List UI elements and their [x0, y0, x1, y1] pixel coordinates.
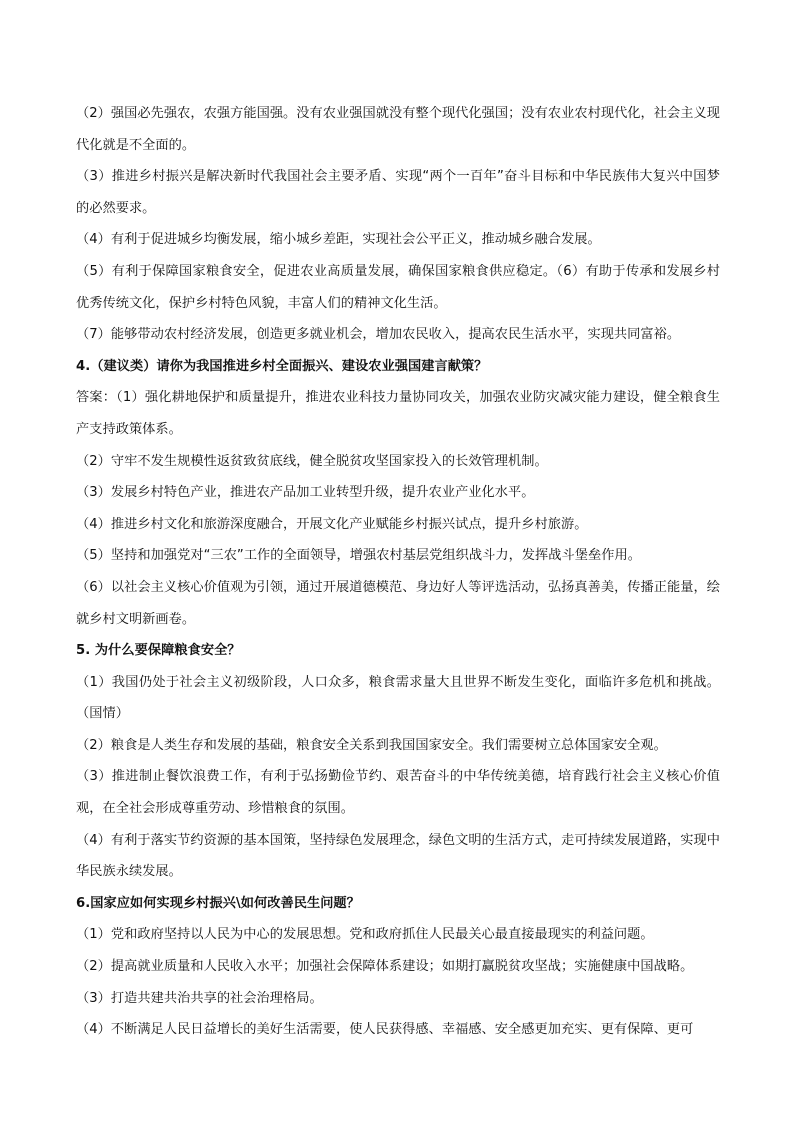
paragraph-answer-7: （7）能够带动农村经济发展，创造更多就业机会，增加农民收入，提高农民生活水平，实现共同富裕。: [76, 327, 681, 343]
paragraph-q4-answer-5: （5）坚持和加强党对“三农”工作的全面领导，增强农村基层党组织战斗力，发挥战斗堡垒作用。: [76, 548, 641, 564]
paragraph-q4-answer-4: （4）推进乡村文化和旅游深度融合，开展文化产业赋能乡村振兴试点，提升乡村旅游。: [76, 516, 588, 532]
question-5-heading: 5. 为什么要保障粮食安全？: [76, 643, 241, 659]
paragraph-q6-answer-3: （3）打造共建共治共享的社会治理格局。: [76, 990, 323, 1006]
paragraph-answer-2: （2）强国必先强农，农强方能国强。没有农业强国就没有整个现代化强国；没有农业农村现代化，社会主义现代化就是不全面的。: [76, 106, 720, 153]
paragraph-answer-4: （4）有利于促进城乡均衡发展，缩小城乡差距，实现社会公平正义，推动城乡融合发展。: [76, 232, 601, 248]
paragraph-q5-answer-4: （4）有利于落实节约资源的基本国策，坚持绿色发展理念，绿色文明的生活方式，走可持续发展道路，实现中华民族永续发展。: [76, 832, 720, 880]
question-4-heading: 4.（建议类）请你为我国推进乡村全面振兴、建设农业强国建言献策？: [76, 358, 488, 374]
paragraph-q4-answer-2: （2）守牢不发生规模性返贫致贫底线，健全脱贫攻坚国家投入的长效管理机制。: [76, 453, 548, 469]
document-body: [76, 98, 720, 1046]
paragraph-q6-answer-4: （4）不断满足人民日益增长的美好生活需要，使人民获得感、幸福感、安全感更加充实、更有保障、更可: [76, 1022, 694, 1038]
paragraph-q4-answer-1: 答案：（1）强化耕地保护和质量提升，推进农业科技力量协同攻关，加强农业防灾减灾能力建设，健全粮食生产支持政策体系。: [76, 390, 720, 437]
paragraph-q4-answer-6: （6）以社会主义核心价值观为引领，通过开展道德模范、身边好人等评选活动，弘扬真善美，传播正能量，绘就乡村文明新画卷。: [76, 579, 720, 627]
question-6-heading: 6.国家应如何实现乡村振兴\如何改善民生问题？: [76, 895, 360, 911]
paragraph-answer-5-6: （5）有利于保障国家粮食安全，促进农业高质量发展，确保国家粮食供应稳定。（6）有助于传承和发展乡村优秀传统文化，保护乡村特色风貌，丰富人们的精神文化生活。: [76, 263, 720, 311]
paragraph-q5-answer-2: （2）粮食是人类生存和发展的基础，粮食安全关系到我国国家安全。我们需要树立总体国家安全观。: [76, 737, 667, 753]
paragraph-q5-answer-1: （1）我国仍处于社会主义初级阶段，人口众多，粮食需求量大且世界不断发生变化，面临许多危机和挑战。（国情）: [76, 674, 720, 722]
paragraph-q6-answer-1: （1）党和政府坚持以人民为中心的发展思想。党和政府抓住人民最关心最直接最现实的利益问题。: [76, 927, 654, 943]
paragraph-q6-answer-2: （2）提高就业质量和人民收入水平；加强社会保障体系建设；如期打赢脱贫攻坚战；实施健康中国战略。: [76, 959, 694, 975]
paragraph-answer-3: （3）推进乡村振兴是解决新时代我国社会主要矛盾、实现“两个一百年”奋斗目标和中华民族伟大复兴中国梦的必然要求。: [76, 169, 720, 216]
paragraph-q4-answer-3: （3）发展乡村特色产业，推进农产品加工业转型升级，提升农业产业化水平。: [76, 485, 535, 501]
paragraph-q5-answer-3: （3）推进制止餐饮浪费工作，有利于弘扬勤俭节约、艰苦奋斗的中华传统美德，培育践行社会主义核心价值观，在全社会形成尊重劳动、珍惜粮食的氛围。: [76, 769, 720, 817]
